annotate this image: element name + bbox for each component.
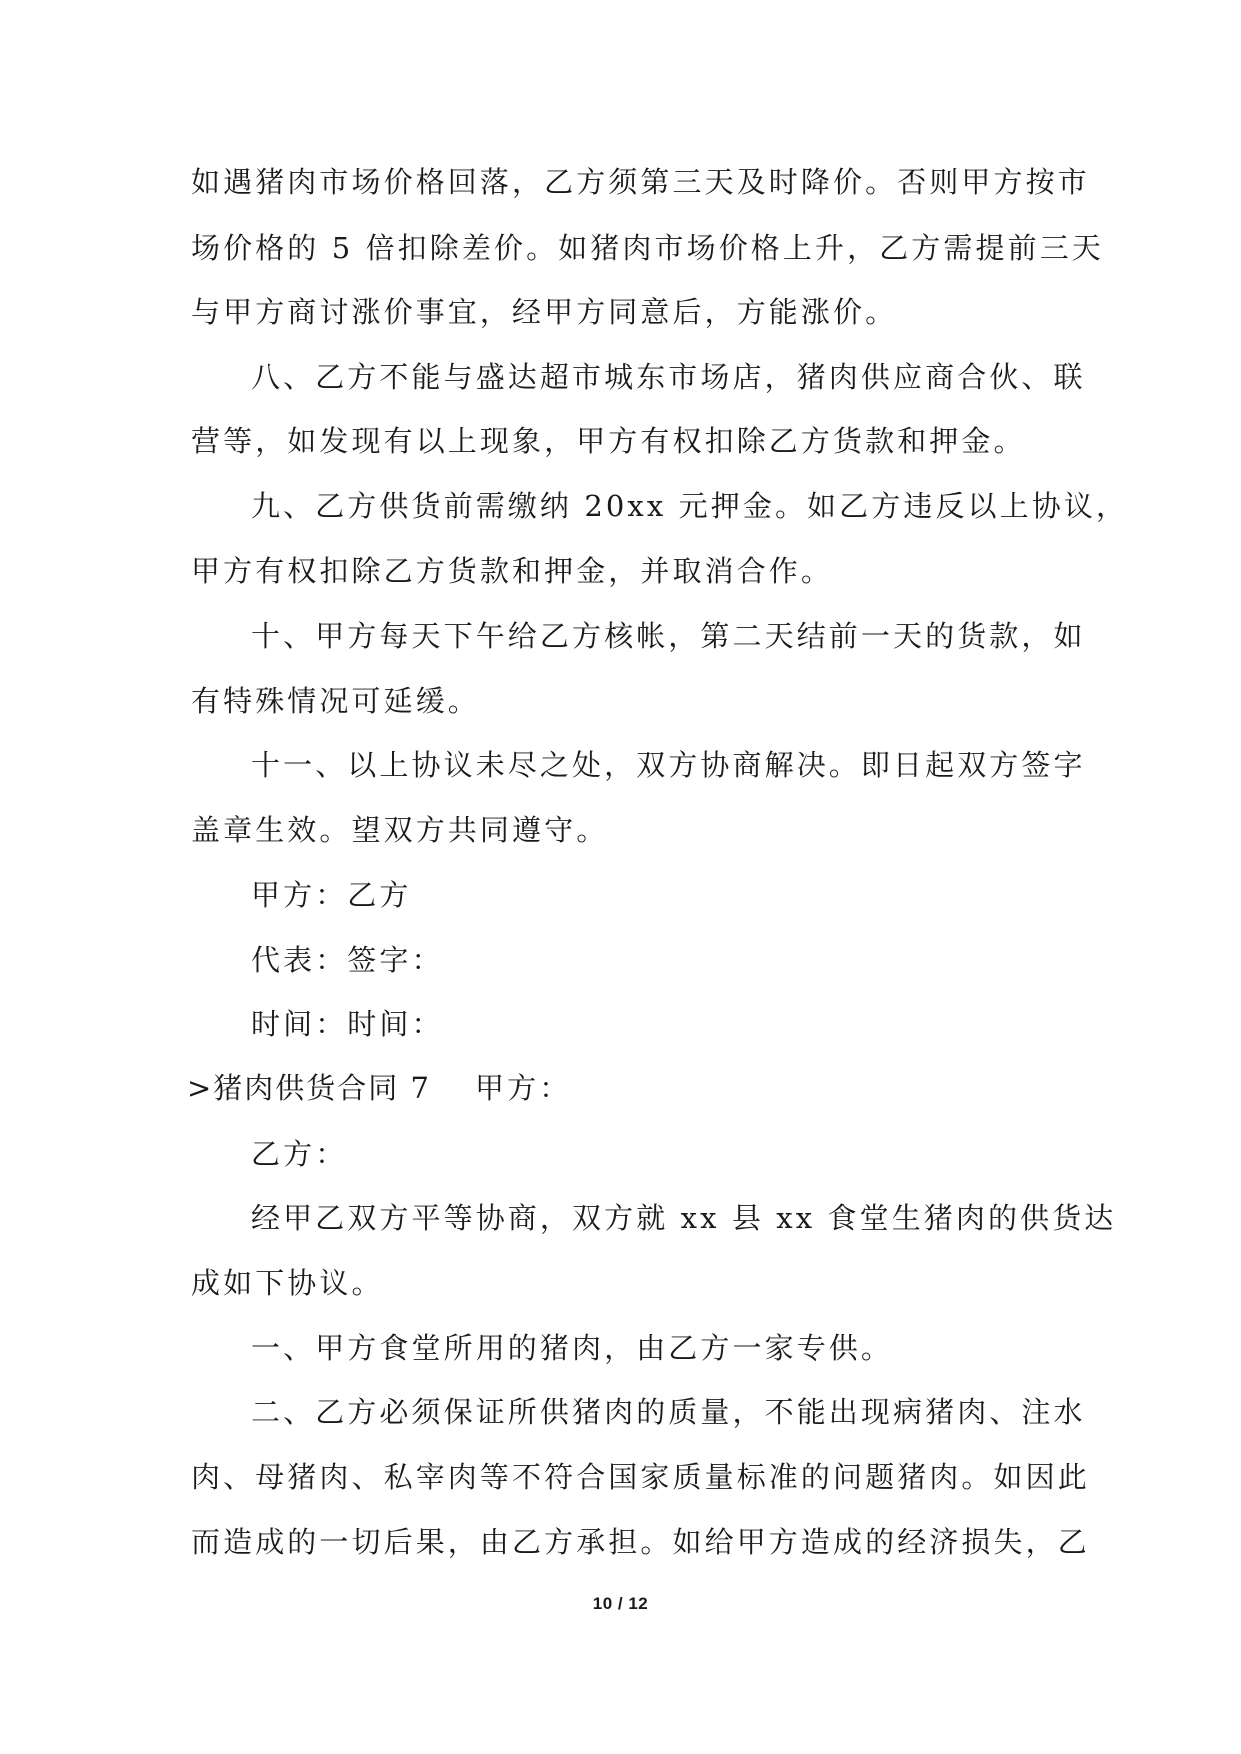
clause-1-line: 一、甲方食堂所用的猪肉，由乙方一家专供。 (251, 1331, 894, 1365)
signature-representative-line: 代表：签字： (251, 943, 444, 977)
paragraph-line: 成如下协议。 (191, 1266, 384, 1300)
paragraph-line: 甲方有权扣除乙方货款和押金，并取消合作。 (191, 554, 834, 588)
paragraph-line: 肉、母猪肉、私宰肉等不符合国家质量标准的问题猪肉。如因此 (191, 1460, 1090, 1494)
clause-10-line: 十、甲方每天下午给乙方核帐，第二天结前一天的货款，如 (251, 619, 1086, 653)
contract-heading-row (187, 1068, 572, 1108)
paragraph-line: 而造成的一切后果，由乙方承担。如给甲方造成的经济损失，乙 (191, 1525, 1090, 1559)
party-b-label: 乙方： (251, 1137, 348, 1171)
clause-9-line: 九、乙方供货前需缴纳 20xx 元押金。如乙方违反以上协议， (251, 489, 1129, 523)
paragraph-line: 有特殊情况可延缓。 (191, 684, 480, 718)
paragraph-line: 如遇猪肉市场价格回落，乙方须第三天及时降价。否则甲方按市 (191, 165, 1090, 199)
clause-11-line: 十一、以上协议未尽之处，双方协商解决。即日起双方签字 (251, 748, 1086, 782)
contract-title: >猪肉供货合同 7 (187, 1071, 431, 1105)
page-number: 10 / 12 (592, 1594, 649, 1613)
party-a-label: 甲方： (475, 1071, 572, 1105)
intro-line: 经甲乙双方平等协商，双方就 xx 县 xx 食堂生猪肉的供货达 (251, 1201, 1117, 1235)
paragraph-line: 盖章生效。望双方共同遵守。 (191, 813, 609, 847)
signature-date-line: 时间：时间： (251, 1007, 444, 1041)
signature-party-line: 甲方：乙方 (251, 878, 412, 912)
clause-8-line: 八、乙方不能与盛达超市城东市场店，猪肉供应商合伙、联 (251, 360, 1086, 394)
clause-2-line: 二、乙方必须保证所供猪肉的质量，不能出现病猪肉、注水 (251, 1395, 1086, 1429)
paragraph-line: 与甲方商讨涨价事宜，经甲方同意后，方能涨价。 (191, 295, 898, 329)
paragraph-line: 营等，如发现有以上现象，甲方有权扣除乙方货款和押金。 (191, 424, 1026, 458)
paragraph-line: 场价格的 5 倍扣除差价。如猪肉市场价格上升，乙方需提前三天 (191, 231, 1104, 265)
